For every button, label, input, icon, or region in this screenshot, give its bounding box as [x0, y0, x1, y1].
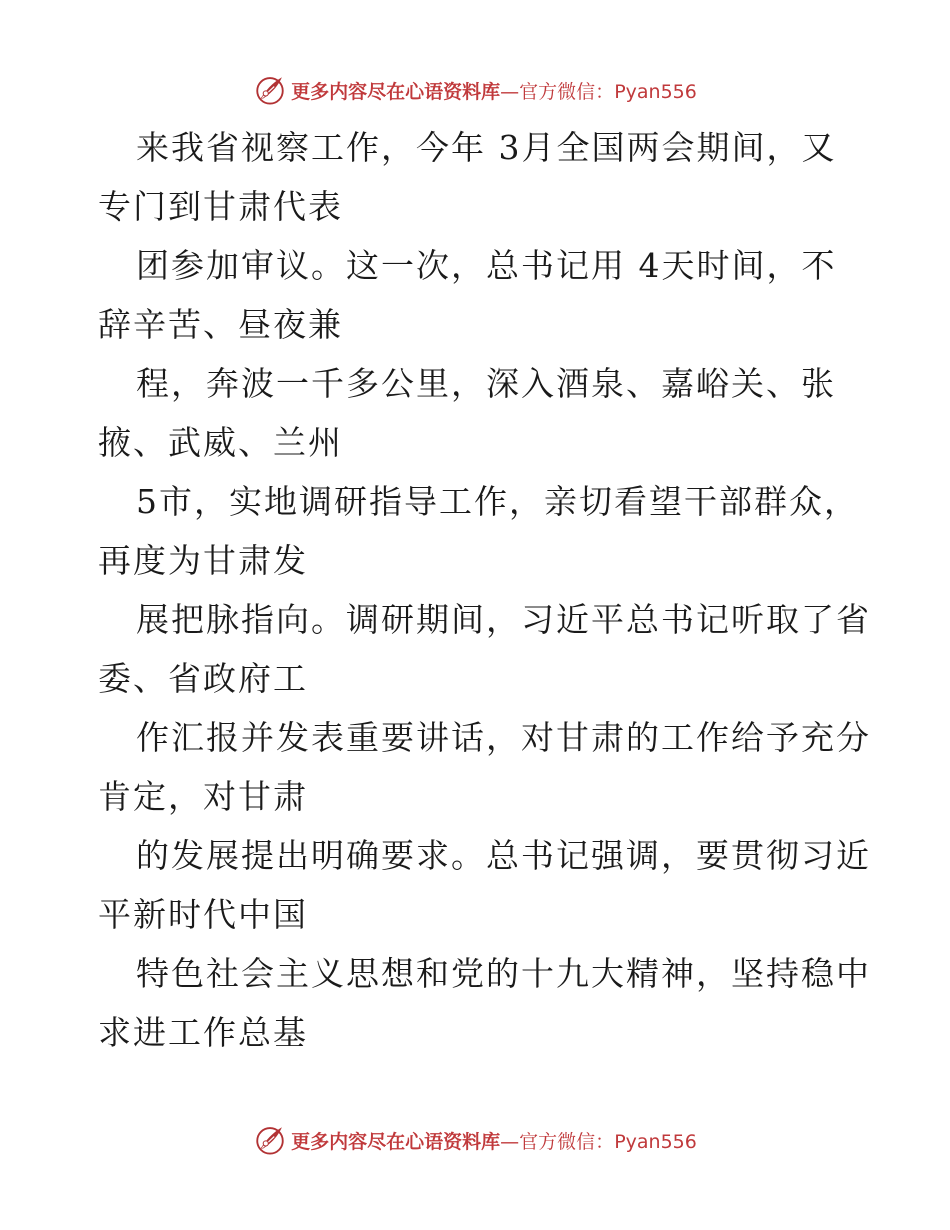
- quill-logo-icon: [253, 1123, 287, 1157]
- watermark-brand: 更多内容尽在心语资料库: [291, 80, 501, 103]
- paragraph-line: 特色社会主义思想和党的十九大精神，坚持稳中: [136, 954, 871, 993]
- watermark-wechat-id: Pyan556: [614, 80, 697, 103]
- paragraph-line: 程，奔波一千多公里，深入酒泉、嘉峪关、张: [136, 364, 836, 403]
- paragraph-line: 肯定，对甘肃: [98, 777, 308, 816]
- watermark-text: [291, 1127, 697, 1154]
- watermark-wechat-id: Pyan556: [614, 1130, 697, 1153]
- paragraph-line: 求进工作总基: [98, 1013, 308, 1052]
- paragraph-line: 团参加审议。这一次，总书记用 4天时间，不: [136, 246, 837, 285]
- watermark-brand: 更多内容尽在心语资料库: [291, 1130, 501, 1153]
- paragraph-line: 辞辛苦、昼夜兼: [98, 305, 343, 344]
- watermark-dash: —: [500, 1130, 520, 1153]
- watermark-wechat-label: 官方微信：: [519, 1130, 615, 1153]
- footer-watermark: [0, 1120, 950, 1160]
- paragraph-line: 专门到甘肃代表: [98, 187, 343, 226]
- header-watermark: [0, 70, 950, 110]
- paragraph-line: 来我省视察工作，今年 3月全国两会期间，又: [136, 128, 837, 167]
- paragraph-line: 的发展提出明确要求。总书记强调，要贯彻习近: [136, 836, 871, 875]
- paragraph-line: 掖、武威、兰州: [98, 423, 343, 462]
- paragraph-line: 平新时代中国: [98, 895, 308, 934]
- paragraph-line: 再度为甘肃发: [98, 541, 308, 580]
- paragraph-line: 委、省政府工: [98, 659, 308, 698]
- watermark-dash: —: [500, 80, 520, 103]
- document-body: [98, 118, 898, 1062]
- watermark-wechat-label: 官方微信：: [519, 80, 615, 103]
- paragraph-line: 作汇报并发表重要讲话，对甘肃的工作给予充分: [136, 718, 871, 757]
- watermark-text: [291, 77, 697, 104]
- quill-logo-icon: [253, 73, 287, 107]
- paragraph-line: 5市，实地调研指导工作，亲切看望干部群众，: [136, 482, 859, 521]
- paragraph-line: 展把脉指向。调研期间，习近平总书记听取了省: [136, 600, 871, 639]
